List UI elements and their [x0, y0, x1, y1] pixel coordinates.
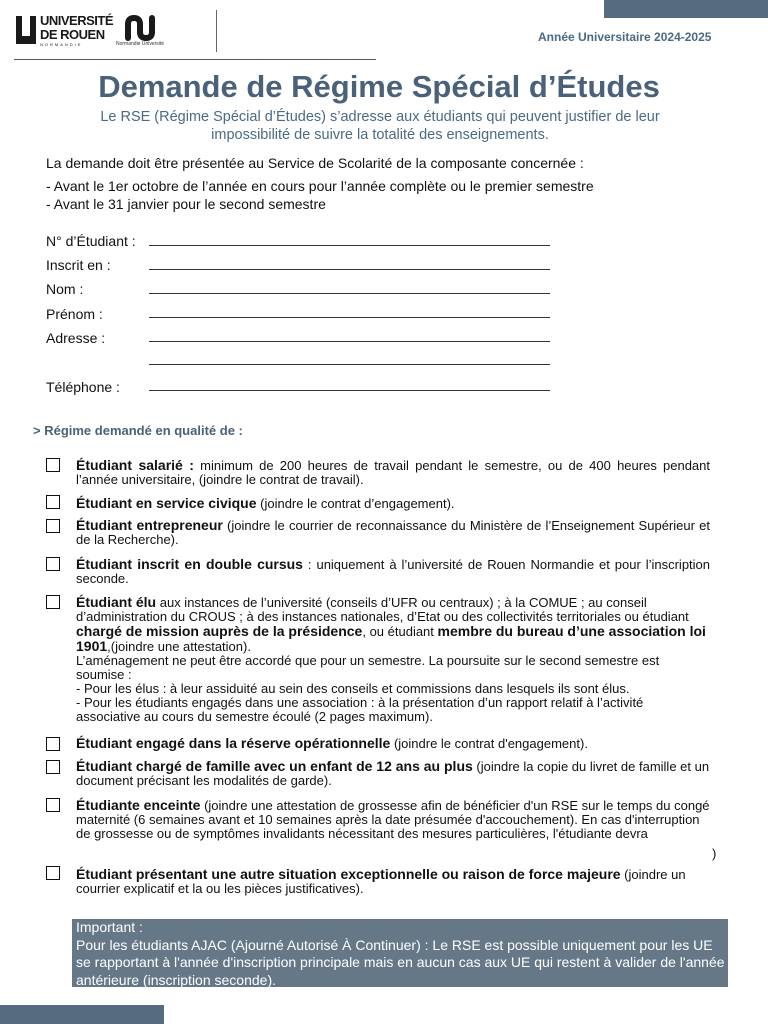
- logo-text-line2: DE ROUEN: [40, 27, 105, 42]
- option-elu-desc1: aux instances de l’université (conseils d’UFR ou centraux) ; à la COMUE ; au conseil d’administration du CROUS ; à des instances nationales, d’Etat ou des collectivités territoriales ou étudiant: [76, 595, 689, 624]
- option-elu-note: L’aménagement ne peut être accordé que pour un semestre. La poursuite sur le second semestre est soumise :: [76, 653, 660, 682]
- first-name-field[interactable]: [149, 317, 550, 318]
- logo-text-line1: UNIVERSITÉ: [40, 13, 114, 28]
- logo-u-mark: [16, 16, 36, 44]
- option-elu-desc2: , ou étudiant: [362, 624, 438, 639]
- checkbox-entrepreneur[interactable]: [46, 519, 60, 533]
- option-double-cursus: [76, 557, 710, 586]
- option-reserve-desc: (joindre le contrat d'engagement).: [390, 736, 588, 751]
- option-elu-mission: chargé de mission auprès de la présidence: [76, 623, 363, 639]
- header-accent-bar: [604, 0, 768, 18]
- header-separator: [216, 10, 217, 52]
- option-elu-note-association: - Pour les étudiants engagés dans une association : à la présentation d’un rapport relatif à l’activité associative au cours du semestre écoulé (2 pages maximum).: [76, 695, 644, 724]
- enrolled-in-label: Inscrit en :: [46, 257, 111, 273]
- first-name-label: Prénom :: [46, 306, 103, 322]
- last-name-field[interactable]: [149, 293, 550, 294]
- important-colon: :: [135, 919, 143, 935]
- option-autre-title: Étudiant présentant une autre situation exceptionnelle ou raison de force majeure: [76, 866, 621, 882]
- address-label: Adresse :: [46, 330, 106, 346]
- student-number-field[interactable]: [149, 245, 550, 246]
- deadline-1: - Avant le 1er octobre de l’année en cours pour l’année complète ou le premier semestre: [46, 178, 594, 194]
- option-entrepreneur: [76, 518, 710, 547]
- option-civique-desc: (joindre le contrat d’engagement).: [256, 496, 455, 511]
- option-entrepreneur-desc: (joindre le courrier de reconnaissance du Ministère de l’Enseignement Supérieur et de la Recherche).: [76, 518, 710, 547]
- checkbox-autre[interactable]: [46, 866, 60, 880]
- option-reserve-title: Étudiant engagé dans la réserve opérationnelle: [76, 735, 391, 751]
- option-enceinte: [76, 798, 710, 841]
- address-field-line1[interactable]: [149, 341, 550, 342]
- checkbox-civique[interactable]: [46, 495, 60, 509]
- option-elu-title: Étudiant élu: [76, 594, 157, 610]
- option-autre-desc: (joindre un courrier explicatif et la ou les pièces justificatives).: [76, 867, 686, 896]
- enrolled-in-field[interactable]: [149, 269, 550, 270]
- last-name-label: Nom :: [46, 281, 84, 297]
- footer-accent-bar: [0, 1005, 164, 1024]
- checkbox-elu[interactable]: [46, 595, 60, 609]
- normandie-universite-logo: [114, 14, 184, 50]
- student-number-label: N° d’Étudiant :: [46, 233, 136, 249]
- option-double-cursus-title: Étudiant inscrit en double cursus: [76, 556, 303, 572]
- checkbox-famille[interactable]: [46, 760, 60, 774]
- phone-field[interactable]: [149, 390, 550, 391]
- option-famille: [76, 759, 710, 788]
- option-reserve: [76, 736, 710, 751]
- logo-text-line3: NORMANDIE: [40, 42, 83, 47]
- nu-logo-icon: [114, 14, 164, 42]
- option-enceinte-closing: ): [712, 846, 717, 861]
- option-famille-desc: (joindre la copie du livret de famille et un document précisant les modalités de garde).: [76, 759, 710, 788]
- academic-year: Année Universitaire 2024-2025: [538, 30, 712, 44]
- page-subtitle: Le RSE (Régime Spécial d’Études) s’adresse aux étudiants qui peuvent justifier de leur impossibilité de suivre la totalité des enseignements.: [100, 109, 660, 143]
- phone-label: Téléphone :: [46, 379, 120, 395]
- option-enceinte-title: Étudiante enceinte: [76, 797, 201, 813]
- option-elu-note-elus: - Pour les élus : à leur assiduité au sein des conseils et commissions dans lesquels ils sont élus.: [76, 681, 630, 696]
- option-autre: [76, 867, 710, 896]
- university-rouen-logo: [16, 13, 114, 48]
- option-famille-title: Étudiant chargé de famille avec un enfant de 12 ans au plus: [76, 758, 473, 774]
- deadline-2: - Avant le 31 janvier pour le second semestre: [46, 196, 326, 212]
- checkbox-double-cursus[interactable]: [46, 557, 60, 571]
- option-elu-association: membre du bureau d’une association loi 1901: [76, 623, 706, 654]
- option-double-cursus-desc: : uniquement à l’université de Rouen Normandie et pour l’inscription seconde.: [76, 557, 711, 586]
- option-elu-desc3: ,(joindre une attestation).: [107, 639, 251, 654]
- option-salarie-desc: minimum de 200 heures de travail pendant le semestre, ou de 400 heures pendant l’année universitaire, (joindre le contrat de travail).: [76, 458, 711, 487]
- option-civique-title: Étudiant en service civique: [76, 495, 257, 511]
- checkbox-salarie[interactable]: [46, 458, 60, 472]
- option-salarie-title: Étudiant salarié :: [76, 457, 194, 473]
- nu-logo-text: Normandie Université: [116, 41, 165, 47]
- address-field-line2[interactable]: [149, 364, 550, 365]
- option-entrepreneur-title: Étudiant entrepreneur: [76, 517, 223, 533]
- checkbox-enceinte[interactable]: [46, 798, 60, 812]
- important-text: Pour les étudiants AJAC (Ajourné Autorisé À Continuer) : Le RSE est possible uniquement pour les UE se rapportant à l'année d'inscription principale mais en aucun cas aux UE qui restent à valider de l'année antérieure (inscription seconde).: [76, 936, 725, 988]
- important-label: Important: [76, 919, 136, 935]
- option-civique: [76, 496, 710, 511]
- option-elu: [76, 595, 710, 724]
- page-title: Demande de Régime Spécial d’Études: [98, 69, 660, 104]
- important-notice: [72, 919, 728, 987]
- checkbox-reserve[interactable]: [46, 737, 60, 751]
- section-title: > Régime demandé en qualité de :: [33, 423, 243, 438]
- option-enceinte-desc: (joindre une attestation de grossesse afin de bénéficier d'un RSE sur le temps du congé maternité (6 semaines avant et 10 semaines après la date présumée d'accouchement). En cas d'interruption de grossesse ou de symptômes invalidants nécessitant des mesures particulières, l'étudiante devra: [76, 798, 710, 841]
- option-salarie: [76, 458, 710, 487]
- header-underline: [14, 59, 376, 60]
- intro-text: La demande doit être présentée au Service de Scolarité de la composante concernée :: [46, 155, 584, 171]
